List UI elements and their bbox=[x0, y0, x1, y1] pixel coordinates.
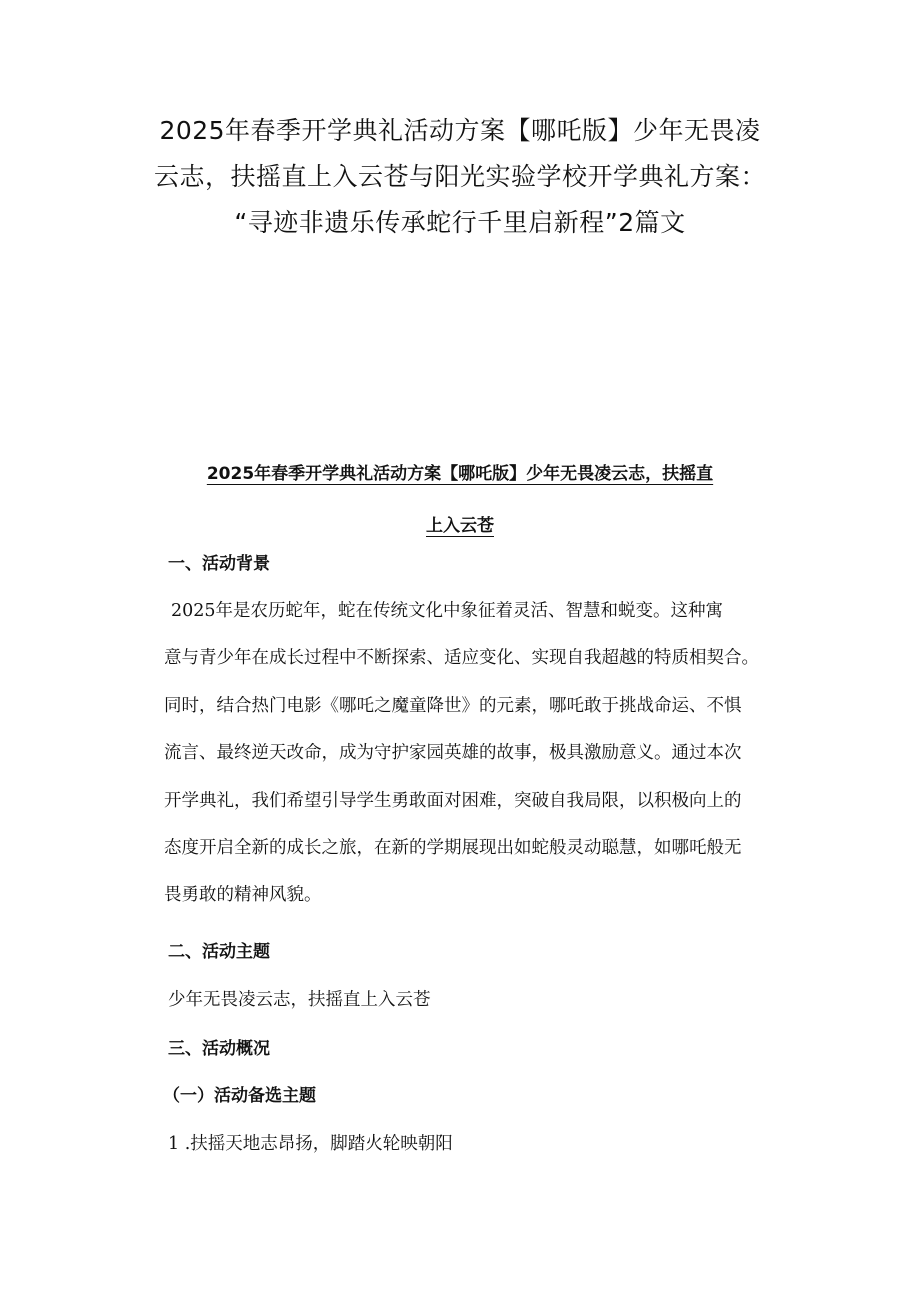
document-title-line-2: 上入云苍 bbox=[426, 516, 494, 536]
background-line-3: 同时，结合热门电影《哪吒之魔童降世》的元素，哪吒敢于挑战命运、不惧 bbox=[164, 695, 742, 716]
document-title bbox=[150, 448, 770, 552]
section-heading-overview: 三、活动概况 bbox=[168, 1039, 270, 1059]
section-heading-background: 一、活动背景 bbox=[168, 554, 270, 574]
background-paragraph bbox=[164, 588, 798, 920]
background-line-1: 2025年是农历蛇年，蛇在传统文化中象征着灵活、智慧和蜕变。这种寓 bbox=[171, 601, 724, 621]
main-title-line-3: “寻迹非遗乐传承蛇行千里启新程”2篇文 bbox=[234, 208, 686, 237]
document-title-line-1: 2025年春季开学典礼活动方案【哪吒版】少年无畏凌云志，扶摇直 bbox=[206, 464, 714, 484]
background-line-4: 流言、最终逆天改命，成为守护家园英雄的故事，极具激励意义。通过本次 bbox=[164, 743, 742, 764]
section-heading-theme: 二、活动主题 bbox=[168, 942, 270, 962]
theme-option-item-1: 1 .扶摇天地志昂扬，脚踏火轮映朝阳 bbox=[168, 1134, 453, 1154]
main-title bbox=[110, 108, 810, 246]
main-title-line-2: 云志，扶摇直上入云苍与阳光实验学校开学典礼方案： bbox=[153, 162, 766, 191]
background-line-6: 态度开启全新的成长之旅，在新的学期展现出如蛇般灵动聪慧，如哪吒般无 bbox=[164, 838, 742, 859]
background-line-7: 畏勇敢的精神风貌。 bbox=[164, 885, 322, 906]
background-line-5: 开学典礼，我们希望引导学生勇敢面对困难，突破自我局限，以积极向上的 bbox=[164, 790, 742, 811]
background-line-2: 意与青少年在成长过程中不断探索、适应变化、实现自我超越的特质相契合。 bbox=[164, 648, 759, 669]
main-title-line-1: 2025年春季开学典礼活动方案【哪吒版】少年无畏凌 bbox=[159, 116, 761, 145]
theme-text: 少年无畏凌云志，扶摇直上入云苍 bbox=[168, 990, 431, 1010]
sub-heading-theme-options: （一）活动备选主题 bbox=[163, 1086, 316, 1106]
